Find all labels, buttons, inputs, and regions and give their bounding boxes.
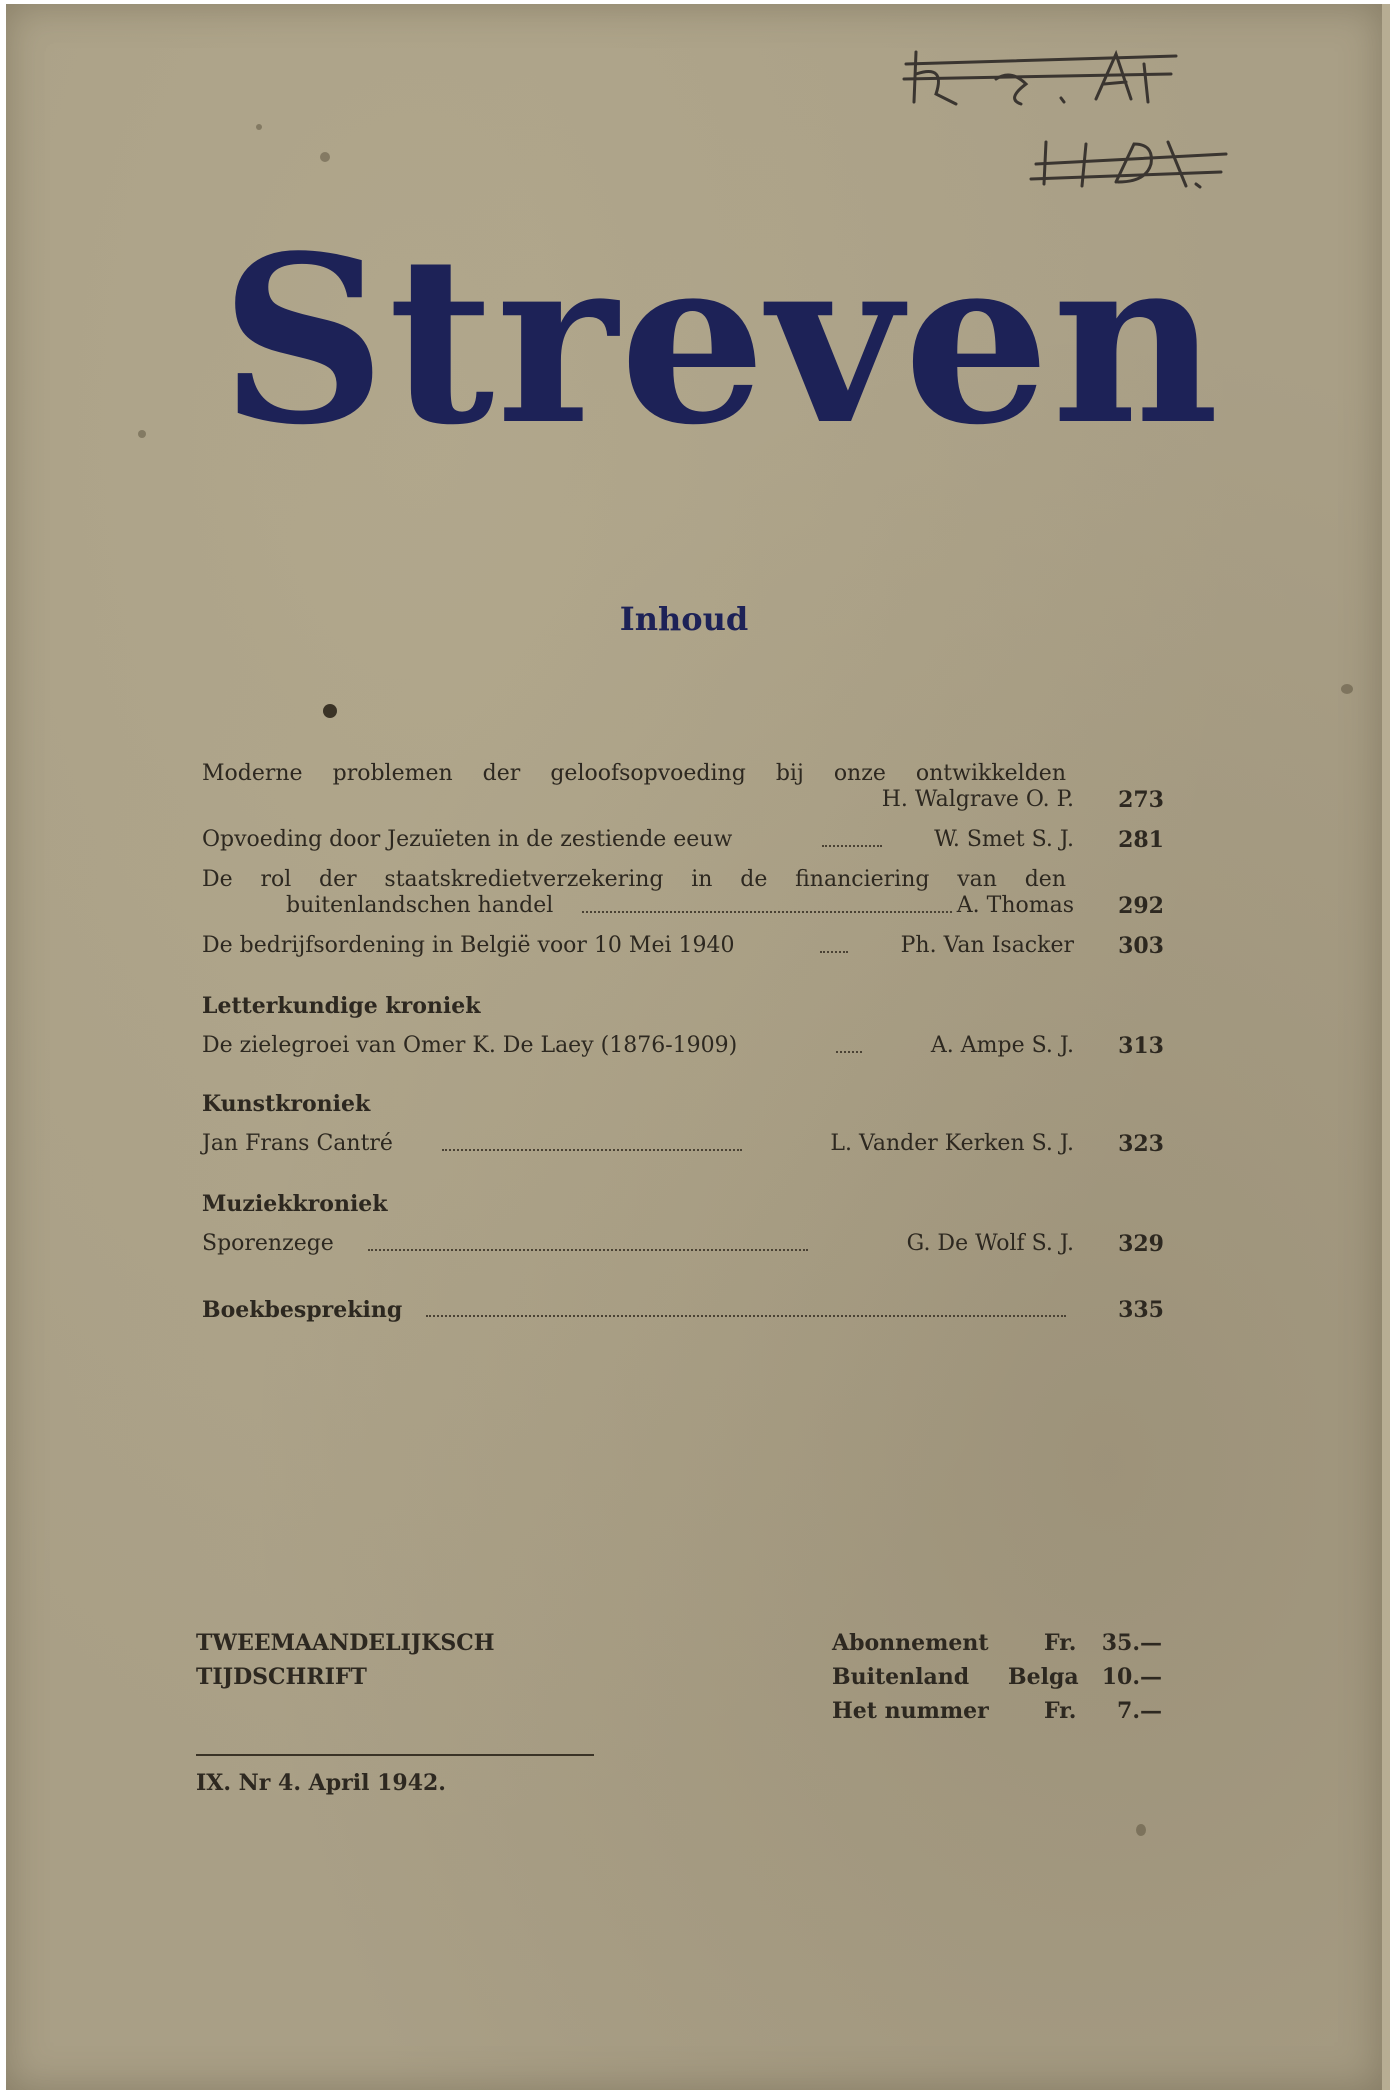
entry-title: De bedrijfsordening in België voor 10 Mei 1940: [202, 933, 735, 958]
price-amount: 10.—: [1101, 1664, 1162, 1690]
toc-entry: [202, 931, 1164, 961]
stain-speck: [1136, 1824, 1146, 1836]
price-label: Het nummer: [832, 1698, 989, 1724]
publication-type: [196, 1626, 495, 1694]
section-heading: Muziekkroniek: [202, 1191, 388, 1217]
toc-entry: [202, 1031, 1164, 1061]
entry-page: 273: [1118, 787, 1164, 813]
entry-title: De zielegroei van Omer K. De Laey (1876-1909): [202, 1033, 738, 1058]
price-label: Buitenland: [832, 1664, 970, 1690]
price-currency: Fr.: [1044, 1698, 1077, 1724]
leader-dots: [836, 1051, 862, 1053]
entry-page: 323: [1118, 1131, 1164, 1157]
price-currency: Fr.: [1044, 1630, 1077, 1656]
entry-title: De rol der staatskredietverzekering in de financiering van den: [202, 867, 1066, 892]
issue-info: IX. Nr 4. April 1942.: [196, 1770, 446, 1796]
stain-speck: [320, 152, 330, 162]
leader-dots: [426, 1315, 1066, 1317]
bullet-ornament: [323, 704, 337, 718]
price-amount: 35.—: [1101, 1630, 1162, 1656]
stain-speck: [1341, 684, 1353, 694]
entry-author: W. Smet S. J.: [934, 827, 1074, 852]
toc-entry: [202, 891, 1164, 921]
section-heading: Letterkundige kroniek: [202, 993, 481, 1019]
entry-title: Opvoeding door Jezuïeten in de zestiende eeuw: [202, 827, 733, 852]
pencil-price-marks: [886, 24, 1246, 194]
entry-author: L. Vander Kerken S. J.: [830, 1131, 1074, 1156]
toc-entry: [202, 1129, 1164, 1159]
leader-dots: [368, 1249, 808, 1251]
publication-type-line: TIJDSCHRIFT: [196, 1664, 367, 1690]
entry-author: Ph. Van Isacker: [900, 933, 1074, 958]
entry-title: Boekbespreking: [202, 1297, 403, 1323]
entry-title: Moderne problemen der geloofsopvoeding bij onze ontwikkelden: [202, 761, 1066, 786]
section-heading-row: [202, 1089, 1164, 1119]
contents-heading: Inhoud: [619, 600, 749, 638]
price-amount: 7.—: [1117, 1698, 1162, 1724]
stain-speck: [256, 124, 262, 130]
entry-page: 281: [1118, 827, 1164, 853]
entry-page: 303: [1118, 933, 1164, 959]
section-heading: Kunstkroniek: [202, 1091, 371, 1117]
entry-author: A. Ampe S. J.: [930, 1033, 1074, 1058]
entry-author: H. Walgrave O. P.: [881, 787, 1074, 812]
toc-entry: [202, 1229, 1164, 1259]
price-row: [832, 1694, 1162, 1728]
toc-entry: [202, 785, 1164, 815]
entry-title: Jan Frans Cantré: [202, 1131, 393, 1156]
entry-page: 335: [1118, 1297, 1164, 1323]
entry-page: 329: [1118, 1231, 1164, 1257]
leader-dots: [582, 911, 952, 913]
masthead-title: Streven: [220, 206, 1222, 476]
price-list: [832, 1626, 1162, 1728]
entry-page: 292: [1118, 893, 1164, 919]
publication-type-line: TWEEMAANDELIJKSCH: [196, 1630, 495, 1656]
leader-dots: [442, 1149, 742, 1151]
entry-title: Sporenzege: [202, 1231, 334, 1256]
stain-speck: [138, 430, 146, 438]
toc-entry: [202, 825, 1164, 855]
leader-dots: [820, 951, 848, 953]
toc-entry: [202, 1295, 1164, 1325]
section-heading-row: [202, 1189, 1164, 1219]
entry-title-continued: buitenlandschen handel: [286, 893, 554, 918]
price-label: Abonnement: [832, 1630, 989, 1656]
leader-dots: [822, 845, 882, 847]
entry-author: A. Thomas: [956, 893, 1074, 918]
section-heading-row: [202, 991, 1164, 1021]
divider-rule: [196, 1754, 594, 1756]
magazine-cover: [6, 4, 1390, 2090]
entry-author: G. De Wolf S. J.: [906, 1231, 1074, 1256]
price-currency: Belga: [1008, 1664, 1079, 1690]
entry-page: 313: [1118, 1033, 1164, 1059]
price-row: [832, 1660, 1162, 1694]
price-row: [832, 1626, 1162, 1660]
